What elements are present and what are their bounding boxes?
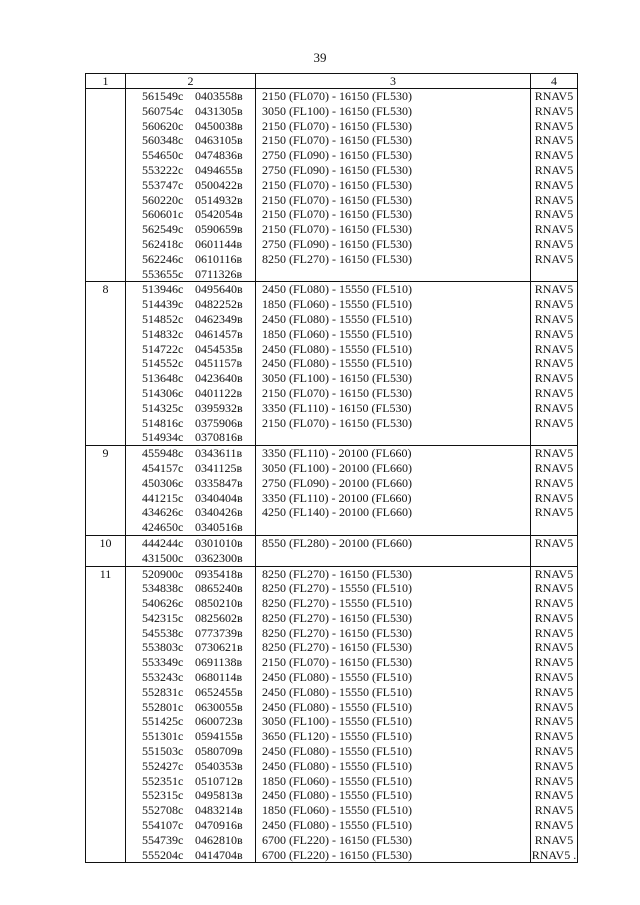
altitude-range: 2450 (FL080) - 15550 (FL510) xyxy=(262,311,412,326)
coordinate-line xyxy=(126,342,255,357)
latitude: 554739с xyxy=(142,832,184,847)
page-number: 39 xyxy=(313,50,327,65)
altitude-range: 1850 (FL060) - 15550 (FL510) xyxy=(262,297,412,312)
longitude: 0340426в xyxy=(195,505,243,520)
longitude: 0451157в xyxy=(195,356,243,371)
altitude-range: 8550 (FL280) - 20100 (FL660) xyxy=(262,535,412,550)
coordinate-line xyxy=(126,386,255,401)
route-number xyxy=(86,535,126,566)
latitude: 513946с xyxy=(142,282,184,297)
altitude-range: 2450 (FL080) - 15550 (FL510) xyxy=(262,818,412,833)
latitude: 553243с xyxy=(142,670,184,685)
altitude-range xyxy=(256,430,530,445)
coordinate-line xyxy=(126,611,255,626)
navigation-spec xyxy=(531,430,577,445)
altitude-range: 1850 (FL060) - 15550 (FL510) xyxy=(262,773,412,788)
altitude-range: 3350 (FL110) - 16150 (FL530) xyxy=(262,400,412,415)
coordinate-line xyxy=(126,89,255,104)
coordinate-line xyxy=(126,491,255,506)
longitude: 0711326в xyxy=(195,266,243,281)
route-table xyxy=(85,73,578,863)
latitude: 561549с xyxy=(142,89,184,103)
coordinate-line xyxy=(126,640,255,655)
altitude-range: 6700 (FL220) - 16150 (FL530) xyxy=(262,832,412,847)
latitude: 513648с xyxy=(142,371,184,386)
navspec-cell xyxy=(531,566,578,863)
navigation-spec: RNAV5 xyxy=(534,832,574,847)
coordinates-cell xyxy=(126,282,256,446)
navigation-spec: RNAV5 xyxy=(534,684,574,699)
altitude-range: 8250 (FL270) - 15550 (FL510) xyxy=(262,596,412,611)
coordinate-line xyxy=(126,327,255,342)
altitude-range: 3350 (FL110) - 20100 (FL660) xyxy=(262,446,412,461)
route-section xyxy=(86,446,578,536)
latitude: 545538с xyxy=(142,625,184,640)
altitude-range: 3050 (FL100) - 16150 (FL530) xyxy=(262,371,412,386)
longitude: 0500422в xyxy=(195,177,243,192)
latitude: 520900с xyxy=(142,566,184,581)
latitude: 553349с xyxy=(142,655,184,670)
longitude: 0600723в xyxy=(195,714,243,729)
coordinate-line xyxy=(126,193,255,208)
table-body xyxy=(86,89,578,863)
latitude: 534838с xyxy=(142,581,184,596)
longitude: 0680114в xyxy=(195,670,243,685)
navspec-cell xyxy=(531,446,578,536)
altitude-cell xyxy=(256,535,531,566)
coordinates-cell xyxy=(126,89,256,282)
route-section xyxy=(86,89,578,282)
navigation-spec: RNAV5 xyxy=(534,699,574,714)
altitude-range: 3350 (FL110) - 20100 (FL660) xyxy=(262,490,412,505)
latitude: 551425с xyxy=(142,714,184,729)
navigation-spec: RNAV5 xyxy=(534,625,574,640)
coordinate-line xyxy=(126,700,255,715)
latitude: 551301с xyxy=(142,729,184,744)
navigation-spec xyxy=(531,520,577,535)
latitude: 514832с xyxy=(142,326,184,341)
longitude: 0691138в xyxy=(195,655,243,670)
latitude: 514552с xyxy=(142,356,184,371)
navigation-spec: RNAV5 xyxy=(534,297,574,312)
route-number-label: 10 xyxy=(99,535,112,550)
latitude: 514852с xyxy=(142,311,184,326)
route-section xyxy=(86,566,578,863)
navigation-spec: RNAV5 xyxy=(534,133,574,148)
coordinate-line xyxy=(126,252,255,267)
latitude: 431500с xyxy=(142,550,184,565)
latitude: 514722с xyxy=(142,341,184,356)
column-header-4: 4 xyxy=(531,74,578,89)
longitude: 0370816в xyxy=(195,430,243,445)
latitude: 562418с xyxy=(142,236,184,251)
altitude-cell xyxy=(256,566,531,863)
coordinate-line xyxy=(126,446,255,461)
longitude: 0461457в xyxy=(195,326,243,341)
longitude: 0510712в xyxy=(195,773,243,788)
coordinate-line xyxy=(126,818,255,833)
coordinate-line xyxy=(126,833,255,848)
navigation-spec: RNAV5 xyxy=(534,803,574,818)
navigation-spec: RNAV5 xyxy=(534,670,574,685)
longitude: 0580709в xyxy=(195,744,243,759)
altitude-cell xyxy=(256,89,531,282)
longitude: 0340516в xyxy=(195,520,243,535)
navigation-spec: RNAV5 xyxy=(534,177,574,192)
column-header-2: 2 xyxy=(126,74,256,89)
coordinate-line xyxy=(126,163,255,178)
coordinate-line xyxy=(126,297,255,312)
route-number xyxy=(86,446,126,536)
coordinate-line xyxy=(126,520,255,535)
navigation-spec: RNAV5 xyxy=(534,207,574,222)
coordinate-line xyxy=(126,461,255,476)
longitude: 0652455в xyxy=(195,684,243,699)
longitude: 0494655в xyxy=(195,162,243,177)
longitude: 0514932в xyxy=(195,192,243,207)
coordinate-line xyxy=(126,685,255,700)
longitude: 0470916в xyxy=(195,818,243,833)
navigation-spec: RNAV5 xyxy=(534,118,574,133)
latitude: 454157с xyxy=(142,460,184,475)
altitude-range: 2750 (FL090) - 20100 (FL660) xyxy=(262,475,412,490)
coordinate-line xyxy=(126,207,255,222)
coordinate-line xyxy=(126,848,255,863)
latitude: 552315с xyxy=(142,788,184,803)
navigation-spec: RNAV5 xyxy=(534,655,574,670)
navigation-spec: RNAV5 xyxy=(534,758,574,773)
latitude: 562549с xyxy=(142,222,184,237)
navigation-spec: RNAV5 xyxy=(534,729,574,744)
longitude: 0395932в xyxy=(195,400,243,415)
navigation-spec: RNAV5 xyxy=(534,371,574,386)
navigation-spec: RNAV5 xyxy=(534,341,574,356)
altitude-range: 2450 (FL080) - 15550 (FL510) xyxy=(262,699,412,714)
route-number xyxy=(86,282,126,446)
longitude: 0343611в xyxy=(195,446,243,461)
coordinate-line xyxy=(126,596,255,611)
navigation-spec: RNAV5 xyxy=(534,475,574,490)
navigation-spec: RNAV5 xyxy=(534,818,574,833)
altitude-range: 2750 (FL090) - 16150 (FL530) xyxy=(262,148,412,163)
longitude: 0450038в xyxy=(195,118,243,133)
navigation-spec: RNAV5 xyxy=(534,415,574,430)
longitude: 0482252в xyxy=(195,297,243,312)
coordinate-line xyxy=(126,788,255,803)
latitude: 514934с xyxy=(142,430,184,445)
altitude-range xyxy=(256,520,530,535)
latitude: 553747с xyxy=(142,177,184,192)
coordinates-cell xyxy=(126,446,256,536)
altitude-range: 2150 (FL070) - 16150 (FL530) xyxy=(262,207,412,222)
coordinates-cell xyxy=(126,535,256,566)
route-number-label: 11 xyxy=(99,566,112,581)
navigation-spec: RNAV5 xyxy=(534,162,574,177)
longitude: 0590659в xyxy=(195,222,243,237)
altitude-range: 3650 (FL120) - 15550 (FL510) xyxy=(262,729,412,744)
longitude: 0542054в xyxy=(195,207,243,222)
navigation-spec: RNAV5 xyxy=(534,640,574,655)
column-header-1: 1 xyxy=(86,74,126,89)
latitude: 553222с xyxy=(142,162,184,177)
altitude-range: 2150 (FL070) - 16150 (FL530) xyxy=(262,192,412,207)
longitude: 0630055в xyxy=(195,699,243,714)
navigation-spec: RNAV5 xyxy=(534,385,574,400)
navigation-spec: RNAV5 . xyxy=(531,847,577,862)
altitude-range: 2750 (FL090) - 16150 (FL530) xyxy=(262,162,412,177)
altitude-range: 2150 (FL070) - 16150 (FL530) xyxy=(262,415,412,430)
longitude: 0431305в xyxy=(195,103,243,118)
altitude-range: 6700 (FL220) - 16150 (FL530) xyxy=(262,847,412,862)
navigation-spec: RNAV5 xyxy=(534,535,574,550)
navigation-spec: RNAV5 xyxy=(534,505,574,520)
altitude-range: 2450 (FL080) - 15550 (FL510) xyxy=(262,684,412,699)
navigation-spec: RNAV5 xyxy=(534,610,574,625)
altitude-range: 8250 (FL270) - 16150 (FL530) xyxy=(262,625,412,640)
navigation-spec: RNAV5 xyxy=(534,714,574,729)
altitude-range: 2450 (FL080) - 15550 (FL510) xyxy=(262,356,412,371)
longitude: 0610116в xyxy=(195,251,243,266)
latitude: 514816с xyxy=(142,415,184,430)
navigation-spec: RNAV5 xyxy=(534,251,574,266)
coordinate-line xyxy=(126,803,255,818)
route-number-label xyxy=(86,89,125,104)
longitude: 0454535в xyxy=(195,341,243,356)
altitude-range: 2450 (FL080) - 15550 (FL510) xyxy=(262,758,412,773)
longitude: 0362300в xyxy=(195,550,243,565)
navigation-spec: RNAV5 xyxy=(534,460,574,475)
latitude: 552831с xyxy=(142,684,184,699)
latitude: 560601с xyxy=(142,207,184,222)
coordinate-line xyxy=(126,536,255,551)
latitude: 434626с xyxy=(142,505,184,520)
navigation-spec xyxy=(531,267,577,282)
coordinate-line xyxy=(126,744,255,759)
latitude: 553655с xyxy=(142,266,184,281)
altitude-range: 8250 (FL270) - 16150 (FL530) xyxy=(262,566,412,581)
coordinate-line xyxy=(126,655,255,670)
longitude: 0474836в xyxy=(195,148,243,163)
table-header xyxy=(86,74,578,89)
coordinate-line xyxy=(126,430,255,445)
longitude: 0340404в xyxy=(195,490,243,505)
latitude: 554107с xyxy=(142,818,184,833)
altitude-range: 2450 (FL080) - 15550 (FL510) xyxy=(262,341,412,356)
coordinate-line xyxy=(126,222,255,237)
altitude-range: 1850 (FL060) - 15550 (FL510) xyxy=(262,803,412,818)
coordinate-line xyxy=(126,119,255,134)
latitude: 455948с xyxy=(142,446,184,461)
coordinates-cell xyxy=(126,566,256,863)
latitude: 514306с xyxy=(142,385,184,400)
navigation-spec: RNAV5 xyxy=(534,311,574,326)
latitude: 514439с xyxy=(142,297,184,312)
altitude-range: 3050 (FL100) - 20100 (FL660) xyxy=(262,460,412,475)
table-header-row xyxy=(86,74,578,89)
longitude: 0341125в xyxy=(195,460,243,475)
coordinate-line xyxy=(126,476,255,491)
longitude: 0495640в xyxy=(195,282,243,297)
altitude-range: 8250 (FL270) - 15550 (FL510) xyxy=(262,581,412,596)
navigation-spec: RNAV5 xyxy=(534,788,574,803)
longitude: 0462349в xyxy=(195,311,243,326)
altitude-range: 8250 (FL270) - 16150 (FL530) xyxy=(262,610,412,625)
latitude: 560348с xyxy=(142,133,184,148)
coordinate-line xyxy=(126,551,255,566)
coordinate-line xyxy=(126,312,255,327)
navigation-spec: RNAV5 xyxy=(534,103,574,118)
altitude-range: 2150 (FL070) - 16150 (FL530) xyxy=(262,655,412,670)
longitude: 0463105в xyxy=(195,133,243,148)
latitude: 424650с xyxy=(142,520,184,535)
longitude: 0825602в xyxy=(195,610,243,625)
coordinate-line xyxy=(126,148,255,163)
latitude: 562246с xyxy=(142,251,184,266)
latitude: 554650с xyxy=(142,148,184,163)
latitude: 551503с xyxy=(142,744,184,759)
navigation-spec: RNAV5 xyxy=(534,222,574,237)
altitude-range: 2450 (FL080) - 15550 (FL510) xyxy=(262,744,412,759)
longitude: 0401122в xyxy=(195,385,243,400)
latitude: 560754с xyxy=(142,103,184,118)
route-number-label: 9 xyxy=(102,446,109,461)
altitude-range: 8250 (FL270) - 16150 (FL530) xyxy=(262,640,412,655)
coordinate-line xyxy=(126,178,255,193)
latitude: 444244с xyxy=(142,535,184,550)
longitude: 0335847в xyxy=(195,475,243,490)
latitude: 552708с xyxy=(142,803,184,818)
latitude: 514325с xyxy=(142,400,184,415)
navspec-cell xyxy=(531,282,578,446)
latitude: 542315с xyxy=(142,610,184,625)
latitude: 560620с xyxy=(142,118,184,133)
latitude: 540626с xyxy=(142,596,184,611)
longitude: 0730621в xyxy=(195,640,243,655)
longitude: 0594155в xyxy=(195,729,243,744)
coordinate-line xyxy=(126,237,255,252)
navspec-cell xyxy=(531,89,578,282)
coordinate-line xyxy=(126,356,255,371)
coordinate-line xyxy=(126,714,255,729)
navigation-spec: RNAV5 xyxy=(534,236,574,251)
navigation-spec: RNAV5 xyxy=(534,192,574,207)
latitude: 552801с xyxy=(142,699,184,714)
coordinate-line xyxy=(126,133,255,148)
coordinate-line xyxy=(126,282,255,297)
altitude-range: 1850 (FL060) - 15550 (FL510) xyxy=(262,326,412,341)
longitude: 0773739в xyxy=(195,625,243,640)
longitude: 0403558в xyxy=(195,89,243,103)
altitude-range: 3050 (FL100) - 16150 (FL530) xyxy=(262,103,412,118)
altitude-range: 2450 (FL080) - 15550 (FL510) xyxy=(262,788,412,803)
longitude: 0935418в xyxy=(195,566,243,581)
navigation-spec: RNAV5 xyxy=(534,89,574,103)
navigation-spec: RNAV5 xyxy=(534,581,574,596)
navigation-spec xyxy=(531,551,577,566)
latitude: 560220с xyxy=(142,192,184,207)
latitude: 450306с xyxy=(142,475,184,490)
coordinate-line xyxy=(126,567,255,582)
altitude-range xyxy=(256,267,530,282)
longitude: 0601144в xyxy=(195,236,243,251)
longitude: 0375906в xyxy=(195,415,243,430)
altitude-range: 2750 (FL090) - 16150 (FL530) xyxy=(262,236,412,251)
altitude-range: 3050 (FL100) - 15550 (FL510) xyxy=(262,714,412,729)
latitude: 552427с xyxy=(142,758,184,773)
coordinate-line xyxy=(126,267,255,282)
latitude: 441215с xyxy=(142,490,184,505)
coordinate-line xyxy=(126,626,255,641)
coordinate-line xyxy=(126,774,255,789)
altitude-range: 2450 (FL080) - 15550 (FL510) xyxy=(262,670,412,685)
navigation-spec: RNAV5 xyxy=(534,446,574,461)
altitude-cell xyxy=(256,446,531,536)
navigation-spec: RNAV5 xyxy=(534,326,574,341)
coordinate-line xyxy=(126,759,255,774)
coordinate-line xyxy=(126,416,255,431)
route-section xyxy=(86,282,578,446)
navspec-cell xyxy=(531,535,578,566)
route-number xyxy=(86,89,126,282)
longitude: 0865240в xyxy=(195,581,243,596)
coordinate-line xyxy=(126,581,255,596)
coordinate-line xyxy=(126,104,255,119)
longitude: 0540353в xyxy=(195,758,243,773)
altitude-range: 4250 (FL140) - 20100 (FL660) xyxy=(262,505,412,520)
longitude: 0850210в xyxy=(195,596,243,611)
longitude: 0462810в xyxy=(195,832,243,847)
altitude-range: 2450 (FL080) - 15550 (FL510) xyxy=(262,282,412,297)
navigation-spec: RNAV5 xyxy=(534,596,574,611)
altitude-range: 2150 (FL070) - 16150 (FL530) xyxy=(262,177,412,192)
latitude: 555204с xyxy=(142,847,184,862)
navigation-spec: RNAV5 xyxy=(534,400,574,415)
navigation-spec: RNAV5 xyxy=(534,282,574,297)
altitude-range: 2150 (FL070) - 16150 (FL530) xyxy=(262,385,412,400)
navigation-spec: RNAV5 xyxy=(534,744,574,759)
altitude-range xyxy=(256,551,530,566)
altitude-range: 8250 (FL270) - 16150 (FL530) xyxy=(262,251,412,266)
coordinate-line xyxy=(126,670,255,685)
navigation-spec: RNAV5 xyxy=(534,773,574,788)
altitude-cell xyxy=(256,282,531,446)
altitude-range: 2150 (FL070) - 16150 (FL530) xyxy=(262,118,412,133)
column-header-3: 3 xyxy=(256,74,531,89)
longitude: 0301010в xyxy=(195,535,243,550)
coordinate-line xyxy=(126,371,255,386)
longitude: 0423640в xyxy=(195,371,243,386)
navigation-spec: RNAV5 xyxy=(534,490,574,505)
navigation-spec: RNAV5 xyxy=(534,148,574,163)
latitude: 553803с xyxy=(142,640,184,655)
latitude: 552351с xyxy=(142,773,184,788)
coordinate-line xyxy=(126,505,255,520)
altitude-range: 2150 (FL070) - 16150 (FL530) xyxy=(262,222,412,237)
longitude: 0414704в xyxy=(195,847,243,862)
coordinate-line xyxy=(126,401,255,416)
altitude-range: 2150 (FL070) - 16150 (FL530) xyxy=(262,133,412,148)
navigation-spec: RNAV5 xyxy=(534,566,574,581)
altitude-range: 2150 (FL070) - 16150 (FL530) xyxy=(262,89,412,103)
route-section xyxy=(86,535,578,566)
longitude: 0483214в xyxy=(195,803,243,818)
coordinate-line xyxy=(126,729,255,744)
navigation-spec: RNAV5 xyxy=(534,356,574,371)
longitude: 0495813в xyxy=(195,788,243,803)
route-number xyxy=(86,566,126,863)
route-number-label: 8 xyxy=(102,282,109,297)
